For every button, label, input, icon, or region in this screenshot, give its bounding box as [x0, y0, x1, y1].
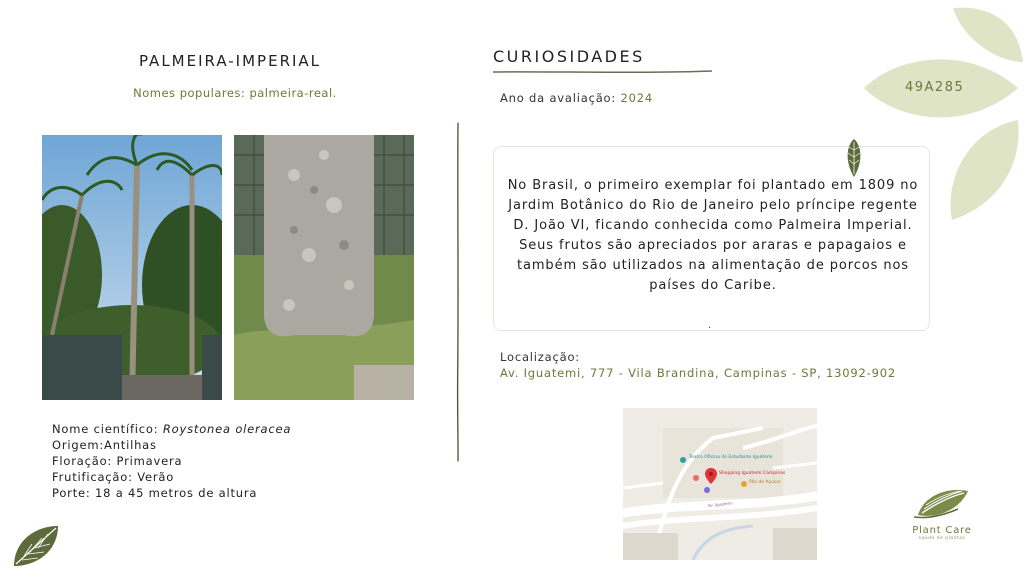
evaluation-year: [500, 91, 653, 105]
trunk-photo: [234, 135, 414, 400]
map-label-store: Pão de Açúcar: [749, 480, 781, 485]
scientific-name-row: [52, 421, 291, 437]
plant-title: PALMEIRA-IMPERIAL: [138, 52, 322, 70]
transit-pin[interactable]: [704, 487, 710, 493]
curiosity-text: No Brasil, o primeiro exemplar foi plantado em 1809 no Jardim Botânico do Rio de Janeiro pelo príncipe regente D. João VI, ficando conhecida como Palmeira Imperial. Seus frutos são apreciados por araras e papagaios e também são utilizados na alimentação de porcos nos países do Caribe.: [507, 178, 919, 293]
year-value: 2024: [620, 91, 653, 105]
map-label-theater: Teatro Oficina do Estudante Iguatemi: [689, 455, 773, 460]
brand-name: Plant Care: [912, 525, 972, 536]
flowering-row: Floração: Primavera: [52, 454, 183, 468]
scientific-name-value: Roystonea oleracea: [162, 422, 292, 436]
origin-row: Origem:Antilhas: [52, 438, 157, 452]
location-address: Av. Iguatemi, 777 - Vila Brandina, Campinas - SP, 13092-902: [500, 366, 896, 380]
food-pin[interactable]: [693, 475, 699, 481]
location-map[interactable]: [623, 408, 817, 560]
brand-logo: [906, 487, 978, 541]
year-label: Ano da avaliação:: [500, 91, 621, 105]
vertical-divider: [456, 38, 460, 546]
plant-code: 49A285: [905, 80, 965, 95]
location-label: Localização:: [500, 350, 580, 364]
card-dot: .: [708, 320, 712, 331]
brand-tagline: saúde de plantas: [918, 536, 966, 541]
size-row: Porte: 18 a 45 metros de altura: [52, 486, 258, 500]
plant-info: [52, 421, 291, 501]
scientific-name-label: Nome científico:: [52, 422, 163, 436]
curiosities-title: CURIOSIDADES: [493, 47, 645, 66]
store-pin[interactable]: [741, 481, 747, 487]
map-label-shopping: Shopping Iguatemi Campinas: [719, 471, 786, 476]
plant-care-icon: [914, 487, 970, 519]
leaf-decoration-bottom: [10, 522, 62, 570]
popular-names: Nomes populares: palmeira-real.: [133, 86, 337, 100]
leaf-icon: [844, 138, 864, 178]
fruiting-row: Frutificação: Verão: [52, 470, 175, 484]
palm-trees-photo: [42, 135, 222, 400]
map-label-road: Av. Iguatemi: [707, 500, 733, 508]
theater-pin[interactable]: [680, 457, 686, 463]
title-underline: [492, 68, 714, 76]
